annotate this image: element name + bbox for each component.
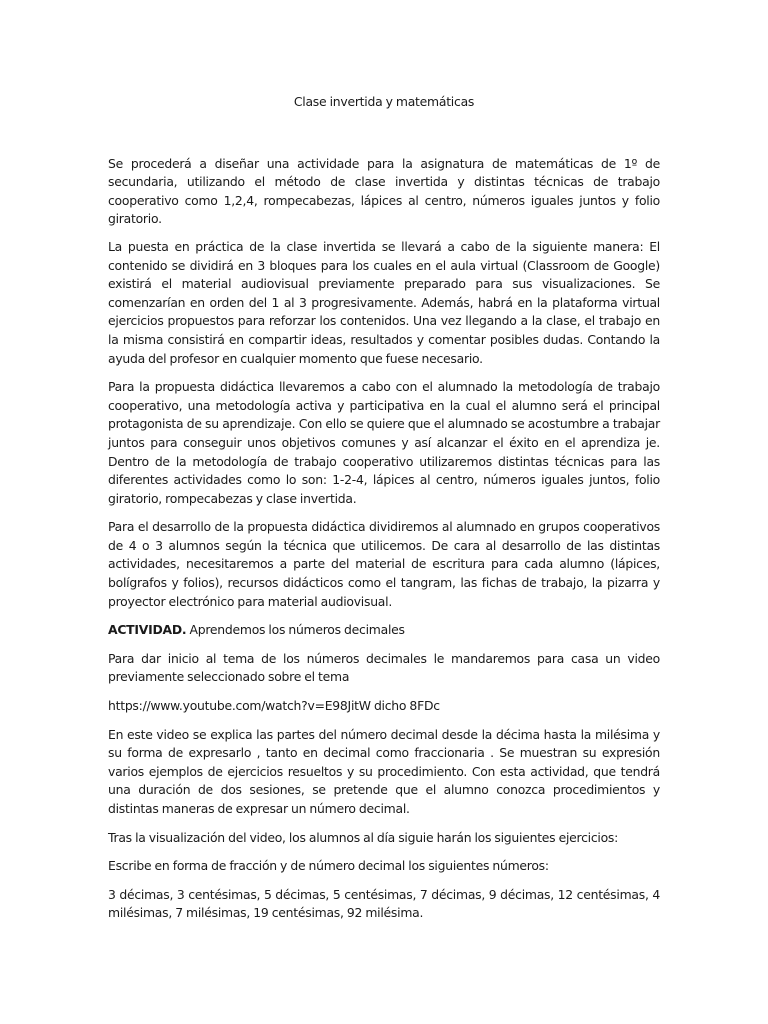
document-title: Clase invertida y matemáticas bbox=[293, 94, 475, 109]
paragraph-intro-2: La puesta en práctica de la clase invertida se llevará a cabo de la siguiente manera: El contenido se dividirá en 3 bloques para los cuales en el aula virtual (Classroom de Google) existirá el material audiovisual previamente preparado para sus visualizaciones. Se comenzarían en orden del 1 al 3 progresivamente. Además, habrá en la plataforma virtual ejercicios propuestos para reforzar los contenidos. Una vez llegando a la clase, el trabajo en la misma consistirá en compartir ideas, resultados y comentar posibles dudas. Contando la ayuda del profesor en cualquier momento que fuese necesario. bbox=[108, 238, 660, 366]
video-url: https://www.youtube.com/watch?v=E98JitW dicho 8FDc bbox=[108, 698, 440, 714]
paragraph-video-description: En este video se explica las partes del número decimal desde la décima hasta la milésima y su forma de expresarlo , tanto en decimal como fraccionaria . Se muestran su expresión varios ejemplos de ejercicios resueltos y su procedimiento. Con esta actividad, que tendrá una duración de dos sesiones, se pretende que el alumno conozca procedimientos y distintas maneras de expresar un número decimal. bbox=[108, 726, 660, 816]
paragraph-intro-3: Para la propuesta didáctica llevaremos a cabo con el alumnado la metodología de trabajo cooperativo, una metodología activa y participativa en la cual el alumno será el principal protagonista de su aprendizaje. Con ello se quiere que el alumnado se acostumbre a trabajar juntos para conseguir unos objetivos comunes y así alcanzar el éxito en el aprendiza je. Dentro de la metodología de trabajo cooperativo utilizaremos distintas técnicas para las diferentes actividades como lo son: 1-2-4, lápices al centro, números iguales juntos, folio giratorio, rompecabezas y clase invertida. bbox=[108, 379, 660, 506]
paragraph-video-intro: Para dar inicio al tema de los números decimales le mandaremos para casa un video previamente seleccionado sobre el tema bbox=[108, 650, 660, 685]
activity-heading bbox=[108, 621, 660, 640]
paragraph-instruction: Escribe en forma de fracción y de número decimal los siguientes números: bbox=[108, 858, 549, 874]
document-page bbox=[108, 93, 660, 933]
paragraph-number-list: 3 décimas, 3 centésimas, 5 décimas, 5 centésimas, 7 décimas, 9 décimas, 12 centésimas, 4 milésimas, 7 milésimas, 19 centésimas, 92 milésima. bbox=[108, 886, 660, 921]
paragraph-intro-4: Para el desarrollo de la propuesta didáctica dividiremos al alumnado en grupos cooperativos de 4 o 3 alumnos según la técnica que utilicemos. De cara al desarrollo de las distintas actividades, necesitaremos a parte del material de escritura para cada alumno (lápices, bolígrafos y folios), recursos didácticos como el tangram, las fichas de trabajo, la pizarra y proyector electrónico para material audiovisual. bbox=[108, 519, 660, 609]
activity-label: ACTIVIDAD. bbox=[108, 622, 187, 638]
paragraph-intro-1: Se procederá a diseñar una actividade para la asignatura de matemáticas de 1º de secundaria, utilizando el método de clase invertida y distintas técnicas de trabajo cooperativo como 1,2,4, rompecabezas, lápices al centro, números iguales juntos y folio giratorio. bbox=[108, 155, 660, 227]
activity-title: Aprendemos los números decimales bbox=[186, 622, 405, 638]
paragraph-next-day: Tras la visualización del video, los alumnos al día siguie harán los siguientes ejercicios: bbox=[108, 829, 619, 845]
